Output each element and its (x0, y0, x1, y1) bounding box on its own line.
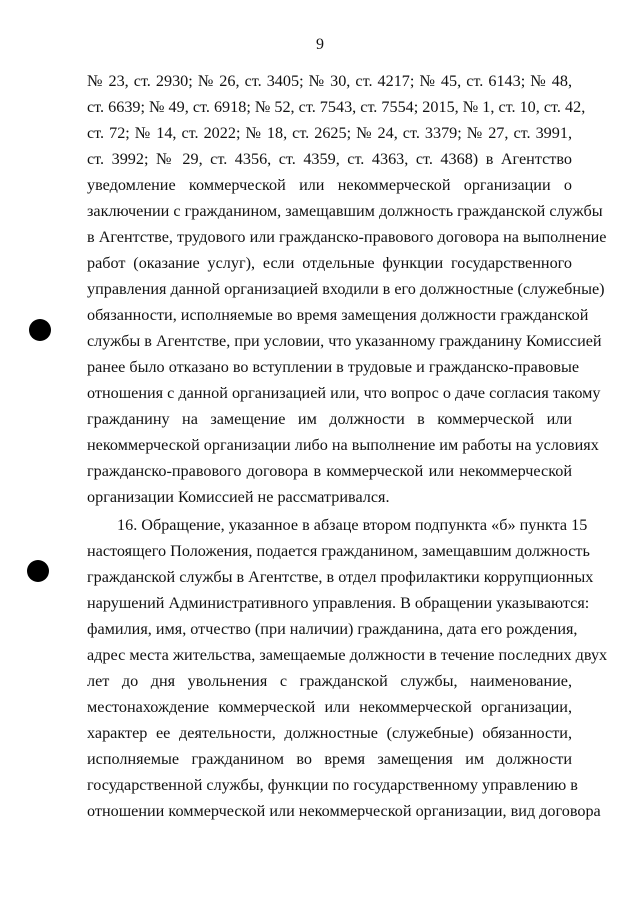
text-line: гражданину на замещение им должности в коммерческой или (87, 410, 572, 428)
text-line: управления данной организацией входили в его должностные (служебные) (87, 280, 605, 298)
paragraph-16-first-line: 16. Обращение, указанное в абзаце втором подпункта «б» пункта 15 (117, 516, 588, 534)
text-line: организации Комиссией не рассматривался. (87, 488, 390, 506)
text-line: ст. 3992; № 29, ст. 4356, ст. 4359, ст. 4363, ст. 4368) в Агентство (87, 150, 572, 168)
text-line: заключении с гражданином, замещавшим должность гражданской службы (87, 202, 603, 220)
text-line: обязанности, исполняемые во время замещения должности гражданской (87, 306, 589, 324)
text-line: фамилия, имя, отчество (при наличии) гражданина, дата его рождения, (87, 620, 578, 638)
text-line: работ (оказание услуг), если отдельные функции государственного (87, 254, 572, 272)
binder-hole-bottom (27, 560, 49, 582)
text-line: ранее было отказано во вступлении в трудовые и гражданско-правовые (87, 358, 580, 376)
text-line: № 23, ст. 2930; № 26, ст. 3405; № 30, ст. 4217; № 45, ст. 6143; № 48, (87, 72, 572, 90)
text-line: уведомление коммерческой или некоммерческой организации о (87, 176, 572, 194)
text-line: государственной службы, функции по государственному управлению в (87, 776, 578, 794)
binder-hole-top (29, 319, 51, 341)
text-line: нарушений Административного управления. В обращении указываются: (87, 594, 590, 612)
text-line: гражданской службы в Агентстве, в отдел профилактики коррупционных (87, 568, 594, 586)
text-line: настоящего Положения, подается гражданином, замещавшим должность (87, 542, 590, 560)
text-line: местонахождение коммерческой или некоммерческой организации, (87, 698, 572, 716)
text-line: в Агентстве, трудового или гражданско-правового договора на выполнение (87, 228, 607, 246)
text-line: лет до дня увольнения с гражданской службы, наименование, (87, 672, 572, 690)
text-line: ст. 72; № 14, ст. 2022; № 18, ст. 2625; № 24, ст. 3379; № 27, ст. 3991, (87, 124, 572, 142)
text-line: характер ее деятельности, должностные (служебные) обязанности, (87, 724, 572, 742)
text-line: отношения с данной организацией или, что вопрос о даче согласия такому (87, 384, 601, 402)
text-line: исполняемые гражданином во время замещения им должности (87, 750, 572, 768)
text-line: некоммерческой организации либо на выполнение им работы на условиях (87, 436, 599, 454)
text-line: ст. 6639; № 49, ст. 6918; № 52, ст. 7543, ст. 7554; 2015, № 1, ст. 10, ст. 42, (87, 98, 586, 116)
text-line: гражданско-правового договора в коммерческой или некоммерческой (87, 462, 572, 480)
text-line: службы в Агентстве, при условии, что указанному гражданину Комиссией (87, 332, 602, 350)
page-number: 9 (316, 36, 324, 53)
text-line: адрес места жительства, замещаемые должности в течение последних двух (87, 646, 608, 664)
text-line: отношении коммерческой или некоммерческой организации, вид договора (87, 802, 601, 820)
